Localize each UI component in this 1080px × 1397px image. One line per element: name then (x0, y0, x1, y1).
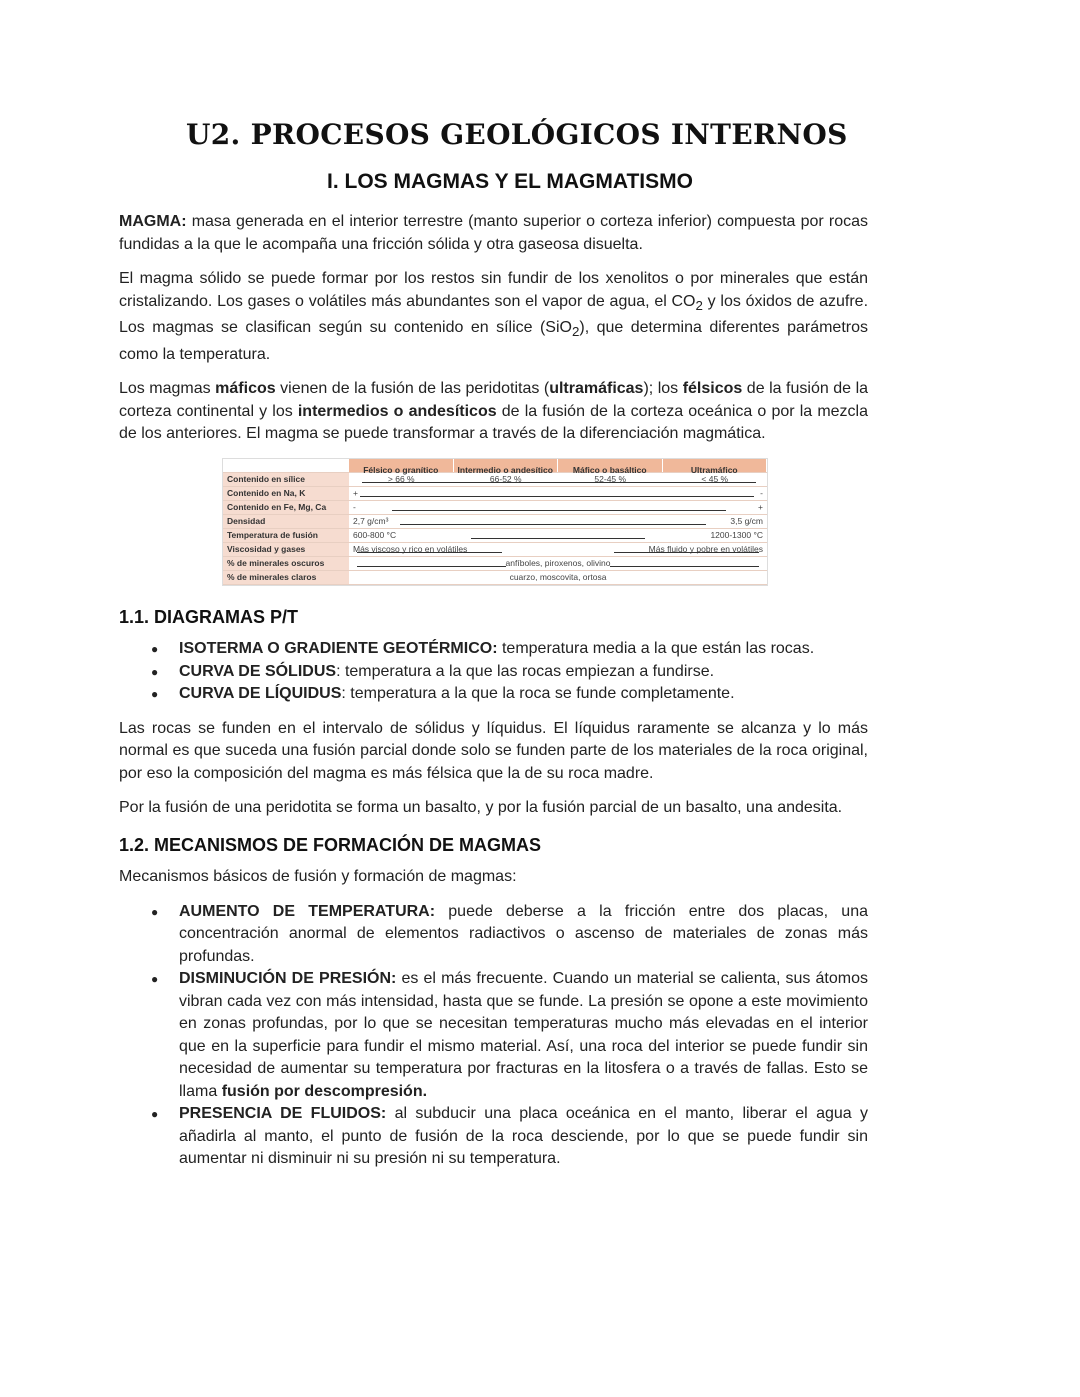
row-label: % de minerales oscuros (223, 557, 349, 570)
term: máficos (215, 380, 276, 398)
row-label: Temperatura de fusión (223, 529, 349, 542)
text: y los óxidos de azufre. Los magmas se clasifican según su contenido en sílice (SiO (119, 292, 869, 337)
paragraph: Por la fusión de una peridotita se forma un basalto, y por la fusión parcial de un basalto, una andesita. (119, 799, 843, 817)
row-label: Densidad (223, 515, 349, 528)
section-title: I. LOS MAGMAS Y EL MAGMATISMO (327, 170, 693, 193)
right-value: 3,5 g/cm (730, 516, 763, 527)
text: ), que determina diferentes parámetros como la temperatura. (119, 319, 868, 363)
text: : temperatura a la que la roca se funde completamente. (341, 685, 735, 703)
list-item (179, 661, 868, 684)
text: : temperatura a la que las rocas empiezan a fundirse. (336, 662, 715, 680)
row-label: Contenido en Fe, Mg, Ca (223, 501, 349, 514)
list-item (179, 901, 868, 969)
term: CURVA DE SÓLIDUS (179, 662, 337, 680)
left-value: + (353, 488, 358, 499)
paragraph: Las rocas se funden en el intervalo de sólidus y líquidus. El líquidus raramente se alcanza y lo más normal es que suceda una fusión parcial donde solo se funden parte de los materiales de la roca original, por eso la composición del magma es más félsica que la de su roca madre. (119, 719, 868, 782)
paragraph (119, 268, 868, 366)
table-cell: 52-45 % (594, 474, 627, 485)
row-label: Viscosidad y gases (223, 543, 349, 556)
column-header: Intermedio o andesítico (454, 459, 559, 472)
row-label: % de minerales claros (223, 571, 349, 584)
column-header: Máfico o basáltico (558, 459, 663, 472)
list-item (179, 683, 868, 706)
column-header: Félsico o granítico (349, 459, 454, 472)
term: PRESENCIA DE FLUIDOS: (179, 1105, 387, 1123)
column-header: Ultramáfico (663, 459, 768, 472)
paragraph: Mecanismos básicos de fusión y formación de magmas: (119, 868, 517, 886)
term: ISOTERMA O GRADIENTE GEOTÉRMICO: (179, 640, 498, 658)
term: ultramáficas (549, 380, 644, 398)
text: al subducir una placa oceánica en el manto, liberar el agua y añadirla al manto, el punto de fusión de la roca desciende, por lo que se puede fundir sin aumentar ni disminuir ni su presión ni su temperatura. (179, 1105, 869, 1168)
subscript: 2 (695, 297, 703, 313)
list-item (179, 968, 868, 1103)
term: DISMINUCIÓN DE PRESIÓN: (179, 970, 397, 988)
subscript: 2 (571, 324, 580, 340)
left-value: - (353, 502, 356, 513)
text: masa generada en el interior terrestre (manto superior o corteza inferior) compuesta por rocas fundidas a la que le acompaña una fricción sólida y otra gaseosa disuelta. (119, 213, 868, 253)
list-item (179, 1103, 868, 1171)
left-value: 2,7 g/cm³ (353, 516, 389, 527)
paragraph (119, 378, 868, 446)
right-value: 1200-1300 °C (710, 530, 763, 541)
text: vienen de la fusión de las peridotitas ( (275, 380, 550, 398)
document-title: U2. PROCESOS GEOLÓGICOS INTERNOS (186, 118, 848, 151)
term: CURVA DE LÍQUIDUS (179, 685, 342, 703)
arrow (357, 566, 506, 589)
term: MAGMA: (119, 213, 187, 230)
row-label: Contenido en sílice (223, 473, 349, 486)
table-cell: < 45 % (701, 474, 729, 485)
table-cell: anfíboles, piroxenos, olivino (505, 558, 611, 569)
text: temperatura media a la que están las rocas. (497, 640, 815, 658)
bullet-list (119, 638, 868, 706)
bullet-list (119, 901, 868, 1171)
magma-types-table (222, 458, 768, 586)
term: fusión por descompresión. (221, 1082, 428, 1100)
right-value: - (760, 488, 763, 499)
left-value: 600-800 °C (353, 530, 397, 541)
term: AUMENTO DE TEMPERATURA: (179, 902, 436, 920)
arrow (610, 566, 759, 589)
text: de la fusión de la corteza continental y los (119, 380, 869, 420)
table-cell: > 66 % (387, 474, 415, 485)
right-value: + (758, 502, 763, 513)
term: félsicos (682, 380, 743, 398)
table-row (223, 571, 767, 585)
document-body (119, 211, 868, 1183)
table-cell: cuarzo, moscovita, ortosa (509, 572, 607, 583)
term: intermedios o andesíticos (297, 402, 497, 420)
heading: 1.1. DIAGRAMAS P/T (119, 606, 299, 627)
text: ); los (643, 380, 683, 398)
left-value: Más viscoso y rico en volátiles (353, 544, 468, 555)
row-label: Contenido en Na, K (223, 487, 349, 500)
heading: 1.2. MECANISMOS DE FORMACIÓN DE MAGMAS (119, 834, 542, 855)
text: es el más frecuente. Cuando un material se calienta, sus átomos vibran cada vez con más intensidad, hasta que se funde. La presión se opone a este movimiento en zonas profundas, por lo que se necesitan temperaturas mucho más elevadas en el interior que en la superficie para fundir el mismo material. Así, una roca del interior se puede fundir sin necesidad de aumentar su temperatura por fracturas en la litosfera o a través de fallas. Esto se llama (179, 970, 868, 1100)
magma-definition (119, 211, 868, 256)
text: de la fusión de la corteza oceánica o por la mezcla de los anteriores. El magma se puede transformar a través de la diferenciación magmática. (119, 402, 868, 443)
table-cell: 66-52 % (489, 474, 522, 485)
list-item (179, 638, 868, 661)
text: Los magmas (119, 380, 216, 398)
right-value: Más fluido y pobre en volátiles (648, 544, 763, 555)
text: El magma sólido se puede formar por los restos sin fundir de los xenolitos o por minerales que están cristalizando. Los gases o volátiles más abundantes son el vapor de agua, el CO (119, 270, 868, 310)
text: puede deberse a la fricción entre dos placas, una concentración anormal de elementos radiactivos o ascenso de materiales de zonas más profundas. (179, 902, 868, 965)
